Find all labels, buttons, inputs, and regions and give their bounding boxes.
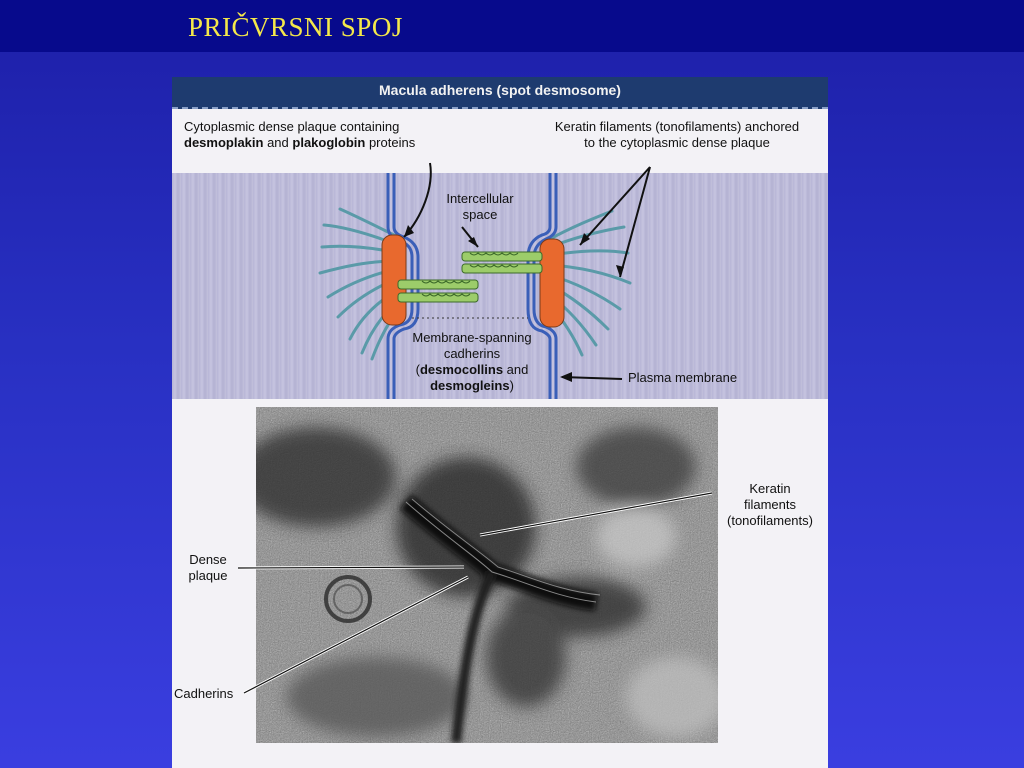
cadherin-caption-line1: Membrane-spanning bbox=[412, 330, 532, 345]
figure-title: Macula adherens (spot desmosome) bbox=[379, 82, 621, 98]
micrograph-dense-line2: plaque bbox=[188, 568, 228, 583]
slide-title: PRIČVRSNI SPOJ bbox=[188, 12, 403, 42]
intercellular-caption-line2: space bbox=[462, 207, 498, 222]
cadherin-caption-line2: cadherins bbox=[443, 346, 501, 361]
micrograph-dense-plaque-label bbox=[184, 552, 232, 584]
cadherin-caption-desmogleins: desmogleins bbox=[430, 378, 510, 393]
micrograph-dense-line1: Dense bbox=[189, 552, 227, 567]
plaque-caption-tail: proteins bbox=[365, 135, 416, 150]
micrograph-keratin-line2: filaments bbox=[743, 497, 797, 512]
micrograph-keratin-line3: (tonofilaments) bbox=[727, 513, 813, 528]
micrograph-cadherins-label: Cadherins bbox=[174, 686, 234, 701]
cadherin-caption-open: ( bbox=[415, 362, 420, 377]
keratin-caption-line2: to the cytoplasmic dense plaque bbox=[584, 135, 770, 150]
figure-panel bbox=[172, 77, 828, 768]
micrograph-keratin-label bbox=[718, 481, 822, 529]
cadherin-caption-desmocollins: desmocollins bbox=[419, 362, 504, 377]
micrograph-keratin-line1: Keratin bbox=[749, 481, 791, 496]
title-bar bbox=[0, 0, 1024, 52]
plasma-membrane-caption: Plasma membrane bbox=[628, 370, 738, 385]
plaque-caption-and: and bbox=[263, 135, 293, 150]
cadherin-caption-close: ) bbox=[509, 378, 514, 393]
plaque-caption-line1: Cytoplasmic dense plaque containing bbox=[184, 119, 400, 134]
micrograph-leader-lines bbox=[172, 77, 828, 768]
plaque-caption-desmoplakin: desmoplakin bbox=[184, 135, 264, 150]
intercellular-caption-line1: Intercellular bbox=[446, 191, 514, 206]
plaque-caption-plakoglobin: plakoglobin bbox=[292, 135, 366, 150]
keratin-caption-line1: Keratin filaments (tonofilaments) anchored bbox=[554, 119, 800, 134]
cadherin-caption-and: and bbox=[503, 362, 529, 377]
